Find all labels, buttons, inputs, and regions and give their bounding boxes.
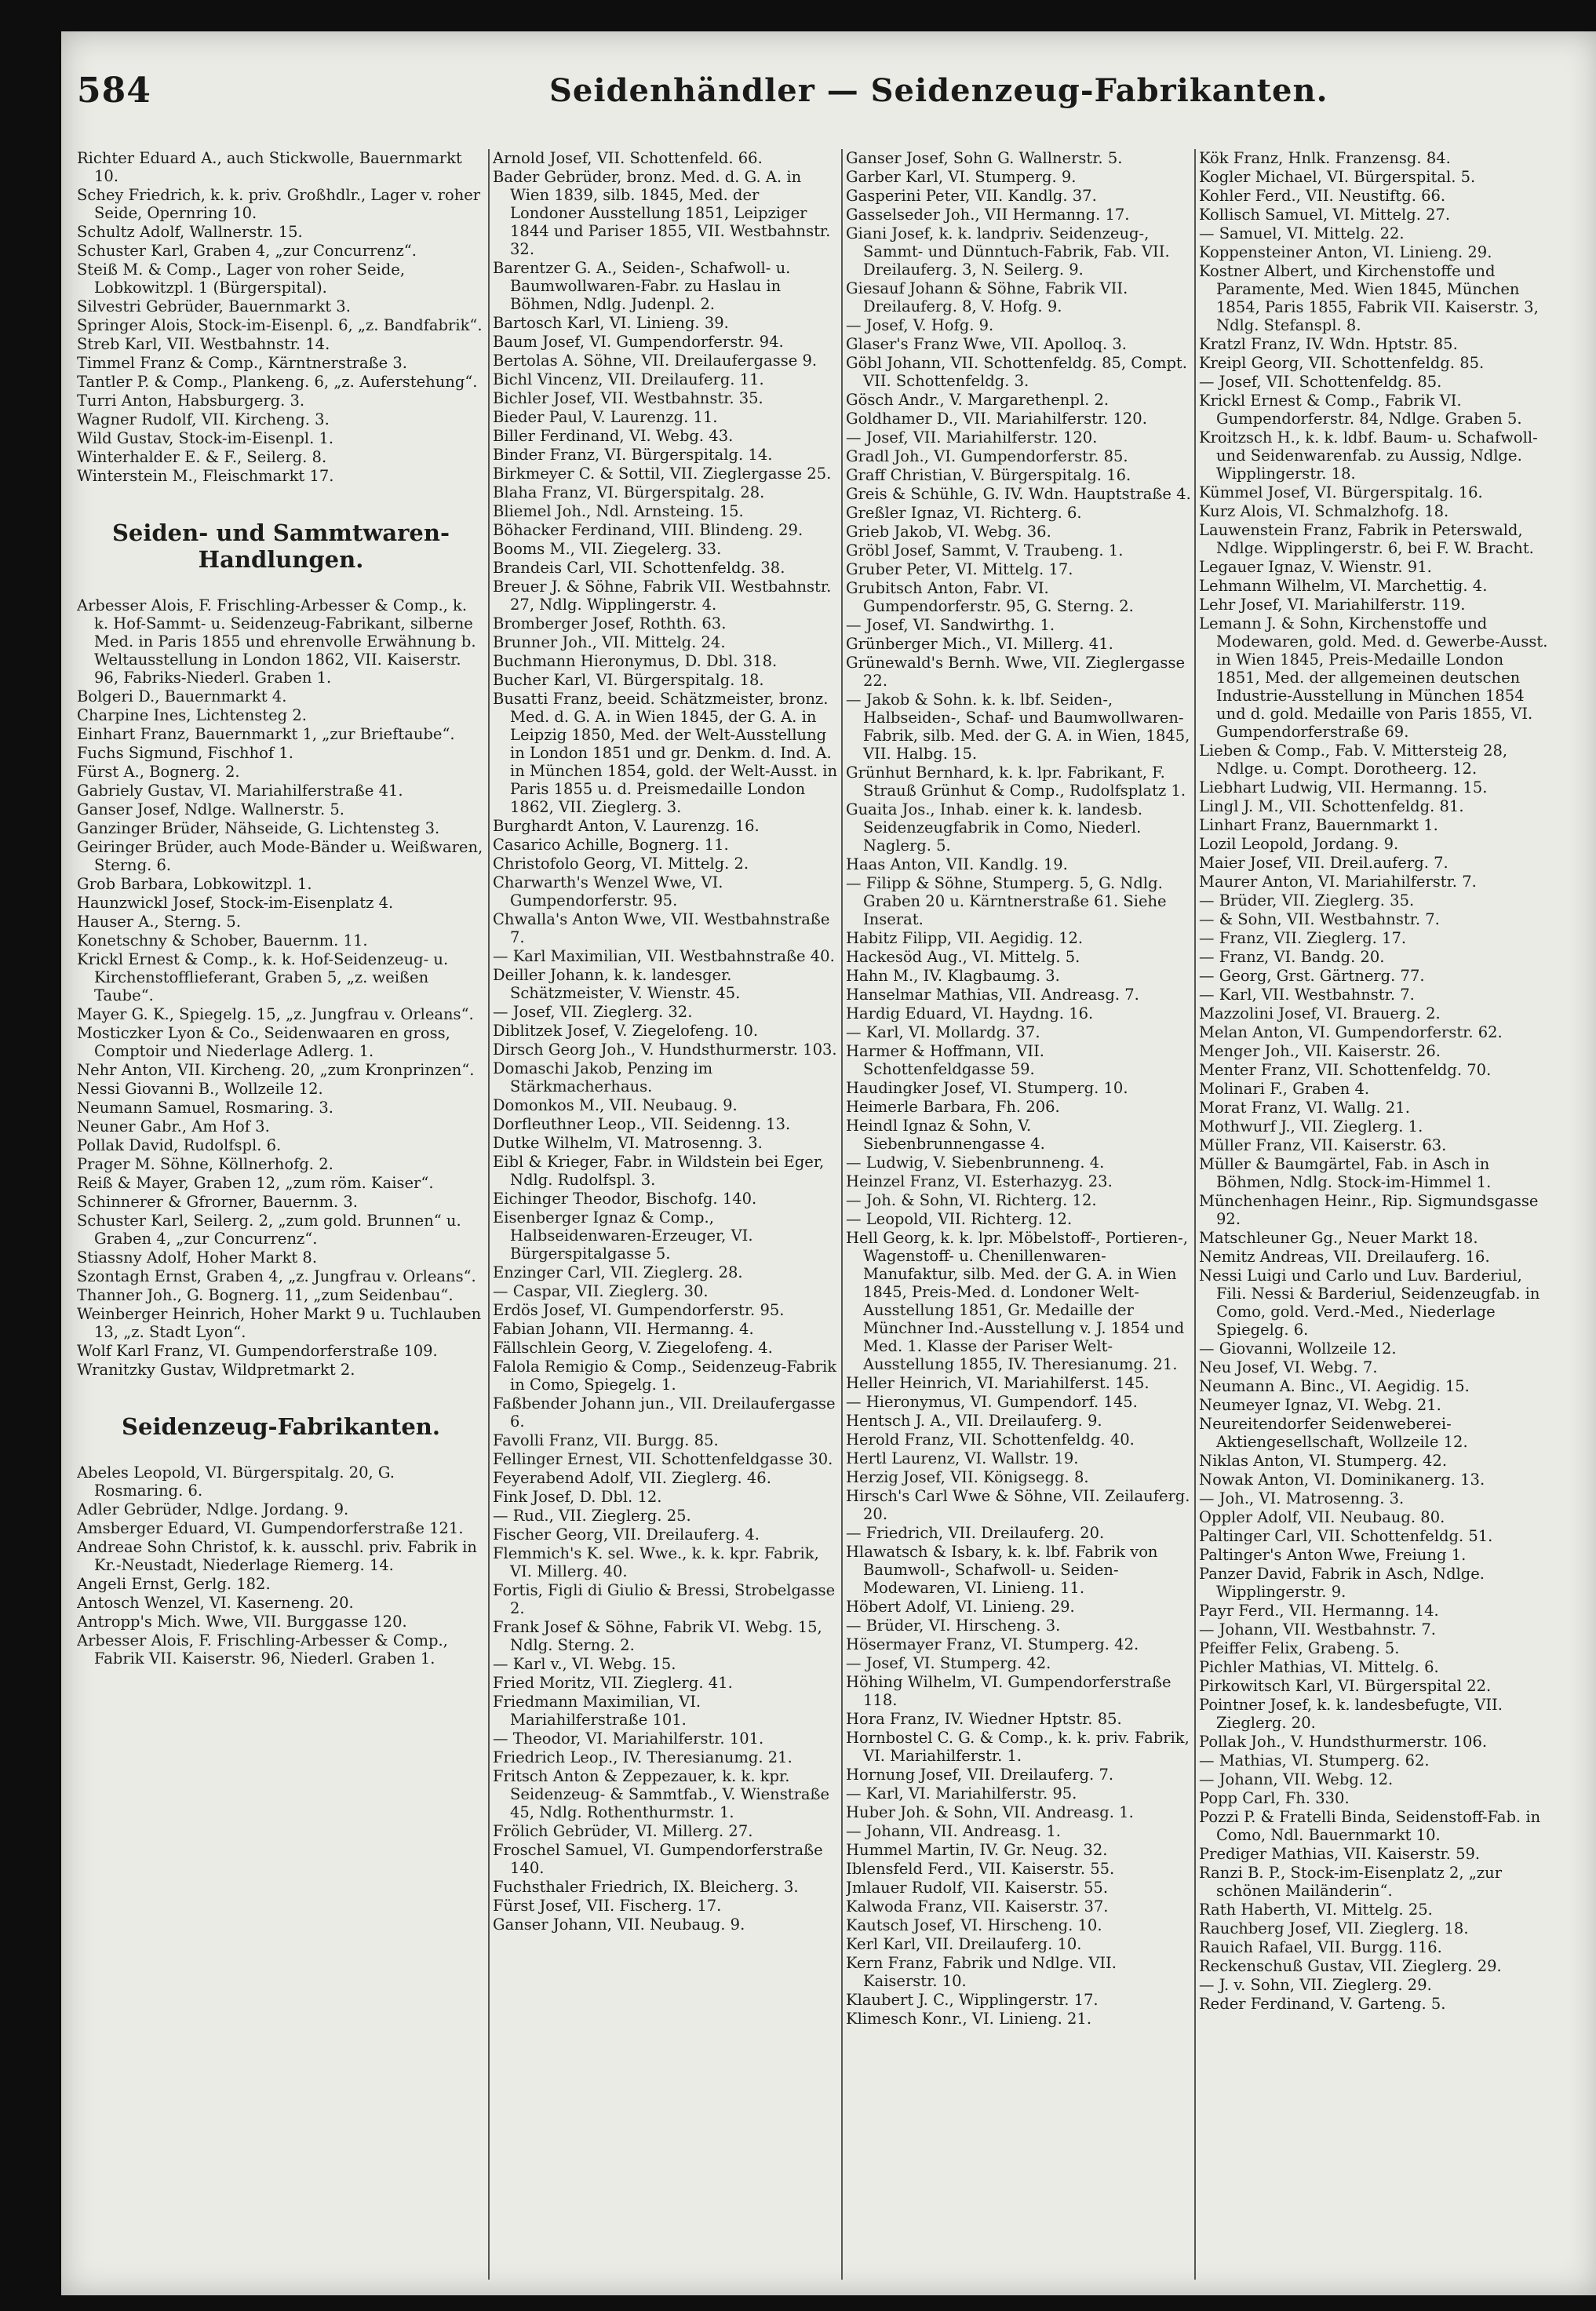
directory-entry: Harmer & Hoffmann, VII. Schottenfeldgasse 59. [846, 1042, 1044, 1078]
directory-entry: Gasselseder Joh., VII Hermanng. 17. [846, 206, 1130, 224]
directory-entry: Schuster Karl, Graben 4, „zur Concurrenz“. [77, 242, 417, 260]
directory-entry: Hanselmar Mathias, VII. Andreasg. 7. [846, 986, 1139, 1004]
directory-entry: Deiller Johann, k. k. landesger. Schätzmeister, V. Wienstr. 45. [493, 966, 741, 1002]
directory-entry: Graff Christian, V. Bürgerspitalg. 16. [846, 466, 1131, 484]
directory-entry: Andreae Sohn Christof, k. k. ausschl. priv. Fabrik in Kr.-Neustadt, Niederlage Riemerg. 14. [77, 1538, 477, 1574]
directory-entry: Höbert Adolf, VI. Linieng. 29. [846, 1598, 1075, 1616]
directory-entry: Konetschny & Schober, Bauernm. 11. [77, 931, 368, 950]
directory-entry: Fellinger Ernest, VII. Schottenfeldgasse 30. [493, 1450, 833, 1468]
directory-entry: Fabian Johann, VII. Hermanng. 4. [493, 1320, 754, 1338]
directory-entry: Heindl Ignaz & Sohn, V. Siebenbrunnengasse 4. [846, 1117, 1045, 1153]
directory-entry: Giesauf Johann & Söhne, Fabrik VII. Dreilauferg. 8, V. Hofg. 9. [846, 279, 1128, 315]
directory-entry: Krickl Ernest & Comp., Fabrik VI. Gumpendorferstr. 84, Ndlge. Graben 5. [1199, 392, 1522, 428]
directory-entry: Mothwurf J., VII. Zieglerg. 1. [1199, 1117, 1423, 1135]
directory-entry: Booms M., VII. Ziegelerg. 33. [493, 540, 722, 558]
directory-entry: Pointner Josef, k. k. landesbefugte, VII. Zieglerg. 20. [1199, 1696, 1503, 1732]
directory-entry: Grünewald's Bernh. Wwe, VII. Zieglergasse 22. [846, 654, 1185, 690]
column-2 [493, 149, 838, 2280]
directory-entry: Prediger Mathias, VII. Kaiserstr. 59. [1199, 1845, 1481, 1863]
directory-entry: Bliemel Joh., Ndl. Arnsteing. 15. [493, 502, 744, 520]
directory-entry: Streb Karl, VII. Westbahnstr. 14. [77, 335, 330, 353]
directory-entry: Hlawatsch & Isbary, k. k. lbf. Fabrik von Baumwoll-, Schafwoll- u. Seiden-Modewaren, VI. Linieng. 11. [846, 1543, 1158, 1597]
directory-entry: Einhart Franz, Bauernmarkt 1, „zur Brieftaube“. [77, 725, 455, 743]
directory-entry: Ganser Johann, VII. Neubaug. 9. [493, 1916, 745, 1934]
page-number: 584 [77, 71, 151, 111]
directory-entry: Oppler Adolf, VII. Neubaug. 80. [1199, 1508, 1445, 1526]
directory-entry: Nessi Giovanni B., Wollzeile 12. [77, 1080, 323, 1098]
directory-entry: Kök Franz, Hnlk. Franzensg. 84. [1199, 149, 1451, 167]
directory-entry: — J. v. Sohn, VII. Zieglerg. 29. [1199, 1976, 1432, 1994]
directory-entry: Greis & Schühle, G. IV. Wdn. Hauptstraße 4. [846, 485, 1191, 503]
directory-entry: Favolli Franz, VII. Burgg. 85. [493, 1431, 719, 1449]
directory-entry: Maurer Anton, VI. Mariahilferstr. 7. [1199, 873, 1477, 891]
directory-entry: — Giovanni, Wollzeile 12. [1199, 1340, 1397, 1358]
directory-entry: Schinnerer & Gfrorner, Bauernm. 3. [77, 1193, 358, 1211]
directory-entry: Göbl Johann, VII. Schottenfeldg. 85, Compt. VII. Schottenfeldg. 3. [846, 354, 1187, 390]
directory-entry: Fischer Georg, VII. Dreilauferg. 4. [493, 1525, 760, 1544]
directory-entry: — Leopold, VII. Richterg. 12. [846, 1210, 1073, 1228]
directory-entry: Lozil Leopold, Jordang. 9. [1199, 835, 1399, 853]
directory-entry: Antosch Wenzel, VI. Kaserneng. 20. [77, 1594, 354, 1612]
directory-entry: Weinberger Heinrich, Hoher Markt 9 u. Tuchlauben 13, „z. Stadt Lyon“. [77, 1305, 482, 1341]
directory-entry: Münchenhagen Heinr., Rip. Sigmundsgasse 92. [1199, 1192, 1539, 1228]
directory-entry: Prager M. Söhne, Köllnerhofg. 2. [77, 1155, 333, 1173]
column-divider [1194, 149, 1196, 2280]
directory-entry: Brandeis Carl, VII. Schottenfeldg. 38. [493, 559, 785, 577]
directory-entry: Hell Georg, k. k. lpr. Möbelstoff-, Portieren-, Wagenstoff- u. Chenillenwaren-Manufaktur, silb. Med. der G. A. in Wien 1845, Preis-Med. d. Londoner Welt-Ausstellung 1851, Gr. Medaille der Münchner Ind.-Ausstellung v. J. 1854 und Med. 1. Klasse der Pariser Welt-Ausstellung 1855, IV. Theresianumg. 21. [846, 1229, 1188, 1373]
directory-entry: Burghardt Anton, V. Laurenzg. 16. [493, 817, 760, 835]
directory-entry: Casarico Achille, Bognerg. 11. [493, 836, 729, 854]
directory-entry: Herold Franz, VII. Schottenfeldg. 40. [846, 1431, 1135, 1449]
directory-entry: Bichl Vincenz, VII. Dreilauferg. 11. [493, 370, 764, 388]
directory-entry: Blaha Franz, VI. Bürgerspitalg. 28. [493, 483, 765, 501]
directory-entry: — Rud., VII. Zieglerg. 25. [493, 1507, 691, 1525]
directory-entry: Pozzi P. & Fratelli Binda, Seidenstoff-Fab. in Como, Ndl. Bauernmarkt 10. [1199, 1808, 1541, 1844]
directory-entry: Diblitzek Josef, V. Ziegelofeng. 10. [493, 1022, 759, 1040]
directory-entry: Ranzi B. P., Stock-im-Eisenplatz 2, „zur schönen Mailänderin“. [1199, 1864, 1503, 1900]
directory-entry: Liebhart Ludwig, VII. Hermanng. 15. [1199, 778, 1488, 796]
directory-entry: Kohler Ferd., VII. Neustiftg. 66. [1199, 187, 1446, 205]
directory-entry: Kogler Michael, VI. Bürgerspital. 5. [1199, 168, 1476, 186]
directory-entry: Lieben & Comp., Fab. V. Mittersteig 28, Ndlge. u. Compt. Dorotheerg. 12. [1199, 742, 1508, 778]
directory-entry: Kalwoda Franz, VII. Kaiserstr. 37. [846, 1897, 1109, 1916]
directory-entry: — Josef, VI. Stumperg. 42. [846, 1654, 1051, 1672]
directory-entry: Guaita Jos., Inhab. einer k. k. landesb. Seidenzeugfabrik in Como, Niederl. Naglerg. 5. [846, 800, 1143, 855]
directory-entry: Angeli Ernst, Gerlg. 182. [77, 1575, 271, 1593]
directory-entry: — Joh. & Sohn, VI. Richterg. 12. [846, 1191, 1097, 1209]
directory-entry: Eichinger Theodor, Bischofg. 140. [493, 1190, 757, 1208]
directory-entry: Heimerle Barbara, Fh. 206. [846, 1098, 1060, 1116]
directory-entry: Antropp's Mich. Wwe, VII. Burggasse 120. [77, 1613, 407, 1631]
directory-entry: Heller Heinrich, VI. Mariahilferst. 145. [846, 1374, 1150, 1392]
directory-entry: Domaschi Jakob, Penzing im Stärkmacherhaus. [493, 1059, 713, 1095]
directory-entry: Kollisch Samuel, VI. Mittelg. 27. [1199, 206, 1451, 224]
directory-entry: Ganser Josef, Ndlge. Wallnerstr. 5. [77, 800, 344, 818]
directory-entry: Hornbostel C. G. & Comp., k. k. priv. Fabrik, VI. Mariahilferstr. 1. [846, 1729, 1190, 1765]
directory-entry: Lehmann Wilhelm, VI. Marchettig. 4. [1199, 577, 1488, 595]
directory-entry: Hauser A., Sterng. 5. [77, 913, 242, 931]
directory-entry: Grünhut Bernhard, k. k. lpr. Fabrikant, F. Strauß Grünhut & Comp., Rudolfsplatz 1. [846, 764, 1186, 800]
directory-entry: Mosticzker Lyon & Co., Seidenwaaren en gross, Comptoir und Niederlage Adlerg. 1. [77, 1024, 450, 1060]
directory-entry: Falola Remigio & Comp., Seidenzeug-Fabrik in Como, Spiegelg. 1. [493, 1358, 837, 1394]
directory-entry: — Karl, VI. Mariahilferstr. 95. [846, 1784, 1077, 1803]
directory-entry: Buchmann Hieronymus, D. Dbl. 318. [493, 652, 778, 670]
directory-entry: Molinari F., Graben 4. [1199, 1080, 1370, 1098]
directory-entry: — Samuel, VI. Mittelg. 22. [1199, 224, 1405, 242]
directory-entry: Charpine Ines, Lichtensteg 2. [77, 706, 307, 724]
directory-entry: Reckenschuß Gustav, VII. Zieglerg. 29. [1199, 1957, 1502, 1975]
directory-entry: Herzig Josef, VII. Königsegg. 8. [846, 1468, 1089, 1486]
directory-entry: Haudingker Josef, VI. Stumperg. 10. [846, 1079, 1128, 1097]
directory-entry: Paltinger Carl, VII. Schottenfeldg. 51. [1199, 1527, 1493, 1545]
directory-entry: Busatti Franz, beeid. Schätzmeister, bronz. Med. d. G. A. in Wien 1845, der G. A. in Leipzig 1850, Med. der Welt-Ausstellung in London 1851 und gr. Denkm. d. Ind. A. in München 1854, gold. der Welt-Ausst. in Paris 1855 u. d. Preismedaille London 1862, VII. Zieglerg. 3. [493, 690, 838, 816]
directory-entry: Nehr Anton, VII. Kircheng. 20, „zum Kronprinzen“. [77, 1061, 475, 1079]
directory-entry: Payr Ferd., VII. Hermanng. 14. [1199, 1602, 1439, 1620]
directory-entry: Nessi Luigi und Carlo und Luv. Barderiul, Fili. Nessi & Barderiul, Seidenzeugfab. in Como, gold. Verd.-Med., Niederlage Spiegelg. 6. [1199, 1267, 1540, 1339]
directory-entry: Erdös Josef, VI. Gumpendorferstr. 95. [493, 1301, 785, 1319]
column-divider [841, 149, 843, 2280]
directory-entry: Kautsch Josef, VI. Hirscheng. 10. [846, 1916, 1102, 1934]
directory-entry: — Josef, VII. Zieglerg. 32. [493, 1003, 693, 1021]
directory-entry: Fritsch Anton & Zeppezauer, k. k. kpr. Seidenzeug- & Sammtfab., V. Wienstraße 45, Ndlg. Rothenthurmstr. 1. [493, 1767, 830, 1821]
directory-entry: Hornung Josef, VII. Dreilauferg. 7. [846, 1766, 1114, 1784]
directory-entry: Krickl Ernest & Comp., k. k. Hof-Seidenzeug- u. Kirchenstofflieferant, Graben 5, „z. weißen Taube“. [77, 950, 449, 1004]
directory-entry: — Hieronymus, VI. Gumpendorf. 145. [846, 1393, 1138, 1411]
directory-entry: Grubitsch Anton, Fabr. VI. Gumpendorferstr. 95, G. Sterng. 2. [846, 579, 1134, 615]
directory-entry: Hentsch J. A., VII. Dreilauferg. 9. [846, 1412, 1102, 1430]
directory-entry: Thanner Joh., G. Bognerg. 11, „zum Seidenbau“. [77, 1286, 454, 1304]
directory-entry: Melan Anton, VI. Gumpendorferstr. 62. [1199, 1023, 1503, 1041]
directory-entry: Grieb Jakob, VI. Webg. 36. [846, 523, 1051, 541]
directory-entry: — Mathias, VI. Stumperg. 62. [1199, 1751, 1430, 1770]
directory-entry: — Franz, VII. Zieglerg. 17. [1199, 929, 1407, 947]
directory-entry: Bader Gebrüder, bronz. Med. d. G. A. in Wien 1839, silb. 1845, Med. der Londoner Ausstellung 1851, Leipziger 1844 und Pariser 1855, VII. Westbahnstr. 32. [493, 168, 831, 258]
directory-entry: Abeles Leopold, VI. Bürgerspitalg. 20, G. Rosmaring. 6. [77, 1464, 395, 1500]
directory-entry: Geiringer Brüder, auch Mode-Bänder u. Weißwaren, Sterng. 6. [77, 838, 483, 874]
directory-entry: Hardig Eduard, VI. Haydng. 16. [846, 1004, 1094, 1022]
page-title: Seidenhändler — Seidenzeug-Fabrikanten. [549, 72, 1328, 109]
directory-entry: Enzinger Carl, VII. Zieglerg. 28. [493, 1263, 743, 1281]
directory-entry: Habitz Filipp, VII. Aegidig. 12. [846, 929, 1084, 947]
directory-entry: Pirkowitsch Karl, VI. Bürgerspital 22. [1199, 1677, 1492, 1695]
directory-entry: Szontagh Ernst, Graben 4, „z. Jungfrau v. Orleans“. [77, 1267, 476, 1285]
directory-entry: — Josef, V. Hofg. 9. [846, 316, 994, 334]
directory-entry: Adler Gebrüder, Ndlge. Jordang. 9. [77, 1500, 349, 1518]
directory-entry: Baum Josef, VI. Gumpendorferstr. 94. [493, 333, 784, 351]
directory-entry: Menter Franz, VII. Schottenfeldg. 70. [1199, 1061, 1492, 1079]
column-4 [1199, 149, 1552, 2280]
directory-entry: Huber Joh. & Sohn, VII. Andreasg. 1. [846, 1803, 1134, 1821]
directory-entry: Winterstein M., Fleischmarkt 17. [77, 467, 334, 485]
directory-entry: Gabriely Gustav, VI. Mariahilferstraße 41. [77, 782, 403, 800]
directory-entry: Fürst A., Bognerg. 2. [77, 763, 240, 781]
directory-entry: Grob Barbara, Lobkowitzpl. 1. [77, 875, 312, 893]
directory-entry: Panzer David, Fabrik in Asch, Ndlge. Wipplingerstr. 9. [1199, 1565, 1485, 1601]
directory-entry: Fuchsthaler Friedrich, IX. Bleicherg. 3. [493, 1878, 799, 1896]
directory-entry: Flemmich's K. sel. Wwe., k. k. kpr. Fabrik, VI. Millerg. 40. [493, 1544, 819, 1580]
directory-entry: Jmlauer Rudolf, VII. Kaiserstr. 55. [846, 1879, 1109, 1897]
directory-entry: Niklas Anton, VI. Stumperg. 42. [1199, 1452, 1448, 1470]
directory-entry: Matschleuner Gg., Neuer Markt 18. [1199, 1229, 1478, 1247]
directory-entry: Arbesser Alois, F. Frischling-Arbesser & Comp., Fabrik VII. Kaiserstr. 96, Niederl. Graben 1. [77, 1631, 448, 1668]
directory-entry: Gasperini Peter, VII. Kandlg. 37. [846, 187, 1097, 205]
directory-entry: Eibl & Krieger, Fabr. in Wildstein bei Eger, Ndlg. Rudolfspl. 3. [493, 1153, 825, 1189]
directory-entry: Reder Ferdinand, V. Garteng. 5. [1199, 1995, 1446, 2013]
directory-entry: Garber Karl, VI. Stumperg. 9. [846, 168, 1077, 186]
directory-entry: Frölich Gebrüder, VI. Millerg. 27. [493, 1822, 753, 1840]
directory-entry: Fuchs Sigmund, Fischhof 1. [77, 744, 293, 762]
directory-entry: Charwarth's Wenzel Wwe, VI. Gumpendorferstr. 95. [493, 873, 723, 909]
directory-entry: Neu Josef, VI. Webg. 7. [1199, 1358, 1378, 1376]
directory-entry: Kurz Alois, VI. Schmalzhofg. 18. [1199, 502, 1449, 520]
directory-entry: Fink Josef, D. Dbl. 12. [493, 1488, 662, 1506]
directory-entry: Haunzwickl Josef, Stock-im-Eisenplatz 4. [77, 894, 394, 912]
directory-entry: Hora Franz, IV. Wiedner Hptstr. 85. [846, 1710, 1122, 1728]
directory-entry: Klaubert J. C., Wipplingerstr. 17. [846, 1991, 1099, 2009]
directory-entry: Pichler Mathias, VI. Mittelg. 6. [1199, 1658, 1439, 1676]
directory-entry: Kreipl Georg, VII. Schottenfeldg. 85. [1199, 354, 1485, 372]
directory-entry: Kümmel Josef, VI. Bürgerspitalg. 16. [1199, 483, 1483, 501]
directory-entry: Kostner Albert, und Kirchenstoffe und Paramente, Med. Wien 1845, München 1854, Paris 1855, Fabrik VII. Kaiserstr. 3, Ndlg. Stefanspl. 8. [1199, 262, 1539, 334]
directory-entry: Kerl Karl, VII. Dreilauferg. 10. [846, 1935, 1082, 1953]
directory-entry: — & Sohn, VII. Westbahnstr. 7. [1199, 910, 1440, 928]
directory-entry: Grünberger Mich., VI. Millerg. 41. [846, 635, 1113, 653]
directory-entry: Pollak David, Rudolfspl. 6. [77, 1136, 282, 1154]
directory-entry: Amsberger Eduard, VI. Gumpendorferstraße 121. [77, 1519, 464, 1537]
directory-entry: Brunner Joh., VII. Mittelg. 24. [493, 633, 726, 651]
directory-entry: Goldhamer D., VII. Mariahilferstr. 120. [846, 410, 1147, 428]
directory-entry: Hummel Martin, IV. Gr. Neug. 32. [846, 1841, 1108, 1859]
directory-entry: Mayer G. K., Spiegelg. 15, „z. Jungfrau v. Orleans“. [77, 1005, 474, 1023]
directory-entry: Steiß M. & Comp., Lager von roher Seide, Lobkowitzpl. 1 (Bürgerspital). [77, 261, 406, 297]
directory-entry: — Brüder, VII. Zieglerg. 35. [1199, 891, 1415, 909]
directory-entry: Hösermayer Franz, VI. Stumperg. 42. [846, 1635, 1139, 1653]
directory-entry: Arbesser Alois, F. Frischling-Arbesser & Comp., k. k. Hof-Sammt- u. Seidenzeug-Fabrikant, silberne Med. in Paris 1855 und ehrenvolle Erwähnung b. Weltausstellung in London 1862, VII. Kaiserstr. 96, Fabriks-Niederl. Graben 1. [77, 596, 476, 687]
directory-entry: Friedrich Leop., IV. Theresianumg. 21. [493, 1748, 793, 1766]
directory-entry: — Karl v., VI. Webg. 15. [493, 1655, 676, 1673]
directory-entry: Gruber Peter, VI. Mittelg. 17. [846, 560, 1073, 578]
directory-entry: Domonkos M., VII. Neubaug. 9. [493, 1096, 738, 1114]
directory-entry: Faßbender Johann jun., VII. Dreilaufergasse 6. [493, 1394, 836, 1431]
directory-entry: — Caspar, VII. Zieglerg. 30. [493, 1282, 709, 1300]
directory-entry: — Josef, VII. Schottenfeldg. 85. [1199, 373, 1442, 391]
directory-entry: — Brüder, VI. Hirscheng. 3. [846, 1617, 1061, 1635]
directory-entry: Neumeyer Ignaz, VI. Webg. 21. [1199, 1396, 1441, 1414]
directory-entry: Chwalla's Anton Wwe, VII. Westbahnstraße 7. [493, 910, 830, 946]
directory-entry: Hahn M., IV. Klagbaumg. 3. [846, 967, 1060, 985]
directory-entry: Müller Franz, VII. Kaiserstr. 63. [1199, 1136, 1447, 1154]
directory-entry: Richter Eduard A., auch Stickwolle, Bauernmarkt 10. [77, 149, 462, 185]
directory-entry: Christofolo Georg, VI. Mittelg. 2. [493, 855, 749, 873]
directory-entry: Maier Josef, VII. Dreil.auferg. 7. [1199, 854, 1448, 872]
directory-entry: Morat Franz, VI. Wallg. 21. [1199, 1099, 1410, 1117]
directory-entry: Birkmeyer C. & Sottil, VII. Zieglergasse 25. [493, 465, 832, 483]
directory-entry: — Karl, VI. Mollardg. 37. [846, 1023, 1040, 1041]
directory-entry: Koppensteiner Anton, VI. Linieng. 29. [1199, 243, 1492, 261]
directory-entry: — Karl, VII. Westbahnstr. 7. [1199, 986, 1415, 1004]
directory-entry: — Friedrich, VII. Dreilauferg. 20. [846, 1524, 1105, 1542]
directory-entry: Nemitz Andreas, VII. Dreilauferg. 16. [1199, 1248, 1490, 1266]
directory-entry: Fortis, Figli di Giulio & Bressi, Strobelgasse 2. [493, 1581, 836, 1617]
directory-entry: Fürst Josef, VII. Fischerg. 17. [493, 1897, 722, 1915]
directory-entry: — Karl Maximilian, VII. Westbahnstraße 40. [493, 947, 835, 965]
directory-entry: Neumann A. Binc., VI. Aegidig. 15. [1199, 1377, 1470, 1395]
directory-entry: Neumann Samuel, Rosmaring. 3. [77, 1099, 333, 1117]
directory-entry: — Filipp & Söhne, Stumperg. 5, G. Ndlg. Graben 20 u. Kärntnerstraße 61. Siehe Inserat. [846, 874, 1167, 928]
directory-entry: Klimesch Konr., VI. Linieng. 21. [846, 2010, 1092, 2028]
directory-entry: Bromberger Josef, Rothth. 63. [493, 614, 727, 632]
directory-entry: Glaser's Franz Wwe, VII. Apolloq. 3. [846, 335, 1127, 353]
directory-entry: Eisenberger Ignaz & Comp., Halbseidenwaren-Erzeuger, VI. Bürgerspitalgasse 5. [493, 1208, 753, 1263]
directory-entry: Pfeiffer Felix, Grabeng. 5. [1199, 1639, 1400, 1657]
directory-entry: Biller Ferdinand, VI. Webg. 43. [493, 427, 734, 445]
directory-entry: Arnold Josef, VII. Schottenfeld. 66. [493, 149, 763, 167]
directory-entry: Lauwenstein Franz, Fabrik in Peterswald, Ndlge. Wipplingerstr. 6, bei F. W. Bracht. [1199, 521, 1534, 557]
directory-entry: Haas Anton, VII. Kandlg. 19. [846, 855, 1068, 873]
directory-entry: Kratzl Franz, IV. Wdn. Hptstr. 85. [1199, 335, 1458, 353]
directory-entry: Bertolas A. Söhne, VII. Dreilaufergasse 9. [493, 352, 818, 370]
directory-entry: — Josef, VII. Mariahilferstr. 120. [846, 428, 1098, 447]
directory-entry: Schey Friedrich, k. k. priv. Großhdlr., Lager v. roher Seide, Opernring 10. [77, 186, 481, 222]
directory-entry: Nowak Anton, VI. Dominikanerg. 13. [1199, 1471, 1485, 1489]
section-heading: Seidenzeug-Fabrikanten. [122, 1413, 440, 1440]
directory-entry: Schultz Adolf, Wallnerstr. 15. [77, 223, 303, 241]
directory-entry: — Joh., VI. Matrosenng. 3. [1199, 1489, 1405, 1507]
directory-entry: — Johann, VII. Westbahnstr. 7. [1199, 1620, 1436, 1638]
directory-entry: Höhing Wilhelm, VI. Gumpendorferstraße 118. [846, 1673, 1171, 1709]
directory-entry: Neuner Gabr., Am Hof 3. [77, 1117, 270, 1135]
directory-entry: Greßler Ignaz, VI. Richterg. 6. [846, 504, 1082, 522]
directory-entry: Ganzinger Brüder, Nähseide, G. Lichtensteg 3. [77, 819, 440, 837]
directory-entry: — Georg, Grst. Gärtnerg. 77. [1199, 967, 1425, 985]
directory-entry: Heinzel Franz, VI. Esterhazyg. 23. [846, 1172, 1113, 1190]
directory-entry: Barentzer G. A., Seiden-, Schafwoll- u. Baumwollwaren-Fabr. zu Haslau in Böhmen, Ndlg. Judenpl. 2. [493, 259, 791, 313]
directory-entry: Rauchberg Josef, VII. Zieglerg. 18. [1199, 1919, 1469, 1937]
directory-entry: Bucher Karl, VI. Bürgerspitalg. 18. [493, 671, 764, 689]
directory-entry: Müller & Baumgärtel, Fab. in Asch in Böhmen, Ndlg. Stock-im-Himmel 1. [1199, 1155, 1492, 1191]
directory-entry: Gösch Andr., V. Margarethenpl. 2. [846, 391, 1110, 409]
directory-entry: Gradl Joh., VI. Gumpendorferstr. 85. [846, 447, 1128, 465]
directory-entry: — Franz, VI. Bandg. 20. [1199, 948, 1385, 966]
directory-entry: Binder Franz, VI. Bürgerspitalg. 14. [493, 446, 773, 464]
directory-entry: Rath Haberth, VI. Mittelg. 25. [1199, 1901, 1433, 1919]
directory-entry: Hertl Laurenz, VI. Wallstr. 19. [846, 1449, 1079, 1467]
directory-entry: Mazzolini Josef, VI. Brauerg. 2. [1199, 1004, 1441, 1022]
directory-entry: Springer Alois, Stock-im-Eisenpl. 6, „z. Bandfabrik“. [77, 316, 483, 334]
directory-entry: Lemann J. & Sohn, Kirchenstoffe und Modewaren, gold. Med. d. Gewerbe-Ausst. in Wien 1845, Preis-Medaille London 1851, Med. der allgemeinen deutschen Industrie-Ausstellung in München 1854 und d. gold. Medaille von Paris 1855, VI. Gumpendorferstraße 69. [1199, 614, 1548, 741]
directory-entry: Kroitzsch H., k. k. ldbf. Baum- u. Schafwoll- und Seidenwarenfab. zu Aussig, Ndlge. Wipplingerstr. 18. [1199, 428, 1538, 483]
directory-entry: Reiß & Mayer, Graben 12, „zum röm. Kaiser“. [77, 1174, 434, 1192]
directory-entry: Silvestri Gebrüder, Bauernmarkt 3. [77, 297, 351, 315]
directory-entry: Turri Anton, Habsburgerg. 3. [77, 392, 305, 410]
directory-entry: Paltinger's Anton Wwe, Freiung 1. [1199, 1546, 1467, 1564]
directory-entry: Stiassny Adolf, Hoher Markt 8. [77, 1248, 318, 1267]
directory-entry: Neureitendorfer Seidenweberei-Aktiengesellschaft, Wollzeile 12. [1199, 1415, 1468, 1451]
directory-entry: Schuster Karl, Seilerg. 2, „zum gold. Brunnen“ u. Graben 4, „zur Concurrenz“. [77, 1212, 461, 1248]
column-3 [846, 149, 1191, 2280]
directory-entry: Wranitzky Gustav, Wildpretmarkt 2. [77, 1361, 355, 1379]
directory-entry: — Ludwig, V. Siebenbrunneng. 4. [846, 1154, 1105, 1172]
directory-entry: — Johann, VII. Webg. 12. [1199, 1770, 1394, 1788]
directory-entry: Wolf Karl Franz, VI. Gumpendorferstraße 109. [77, 1342, 438, 1360]
directory-entry: Feyerabend Adolf, VII. Zieglerg. 46. [493, 1469, 771, 1487]
directory-entry: Frank Josef & Söhne, Fabrik VI. Webg. 15, Ndlg. Sterng. 2. [493, 1618, 822, 1654]
directory-entry: — Jakob & Sohn. k. k. lbf. Seiden-, Halbseiden-, Schaf- und Baumwollwaren-Fabrik, silb. Med. der G. A. in Wien, 1845, VII. Halbg. 15. [846, 691, 1190, 763]
directory-entry: Timmel Franz & Comp., Kärntnerstraße 3. [77, 354, 407, 372]
directory-entry: Lehr Josef, VI. Mariahilferstr. 119. [1199, 596, 1466, 614]
directory-entry: Iblensfeld Ferd., VII. Kaiserstr. 55. [846, 1860, 1115, 1878]
directory-entry: Giani Josef, k. k. landpriv. Seidenzeug-, Sammt- und Dünntuch-Fabrik, Fab. VII. Dreilauferg. 3, N. Seilerg. 9. [846, 224, 1170, 279]
directory-entry: Legauer Ignaz, V. Wienstr. 91. [1199, 558, 1432, 576]
directory-entry: Wagner Rudolf, VII. Kircheng. 3. [77, 410, 330, 428]
directory-entry: Kern Franz, Fabrik und Ndlge. VII. Kaiserstr. 10. [846, 1954, 1117, 1990]
directory-entry: Pollak Joh., V. Hundsthurmerstr. 106. [1199, 1733, 1488, 1751]
directory-entry: Winterhalder E. & F., Seilerg. 8. [77, 448, 327, 466]
directory-entry: Breuer J. & Söhne, Fabrik VII. Westbahnstr. 27, Ndlg. Wipplingerstr. 4. [493, 578, 832, 614]
directory-entry: Dorfleuthner Leop., VII. Seidenng. 13. [493, 1115, 791, 1133]
directory-entry: Dutke Wilhelm, VI. Matrosenng. 3. [493, 1134, 763, 1152]
directory-entry: Fried Moritz, VII. Zieglerg. 41. [493, 1674, 733, 1692]
directory-entry: Dirsch Georg Joh., V. Hundsthurmerstr. 103. [493, 1041, 837, 1059]
directory-entry: Froschel Samuel, VI. Gumpendorferstraße 140. [493, 1841, 823, 1877]
section-heading: Seiden- und Sammtwaren-Handlungen. [111, 519, 450, 573]
directory-entry: — Josef, VI. Sandwirthg. 1. [846, 616, 1055, 634]
directory-entry: — Johann, VII. Andreasg. 1. [846, 1822, 1061, 1840]
directory-entry: Bichler Josef, VII. Westbahnstr. 35. [493, 389, 763, 407]
directory-entry: Böhacker Ferdinand, VIII. Blindeng. 29. [493, 521, 803, 539]
directory-entry: Ganser Josef, Sohn G. Wallnerstr. 5. [846, 149, 1123, 167]
directory-entry: Bieder Paul, V. Laurenzg. 11. [493, 408, 718, 426]
directory-entry: Bolgeri D., Bauernmarkt 4. [77, 687, 287, 705]
directory-entry: — Theodor, VI. Mariahilferstr. 101. [493, 1730, 764, 1748]
directory-entry: Menger Joh., VII. Kaiserstr. 26. [1199, 1042, 1441, 1060]
directory-entry: Gröbl Josef, Sammt, V. Traubeng. 1. [846, 541, 1124, 560]
directory-entry: Linhart Franz, Bauernmarkt 1. [1199, 816, 1438, 834]
directory-entry: Tantler P. & Comp., Plankeng. 6, „z. Auferstehung“. [77, 373, 478, 391]
directory-entry: Bartosch Karl, VI. Linieng. 39. [493, 314, 729, 332]
directory-entry: Hackesöd Aug., VI. Mittelg. 5. [846, 948, 1080, 966]
directory-entry: Wild Gustav, Stock-im-Eisenpl. 1. [77, 429, 334, 447]
directory-entry: Hirsch's Carl Wwe & Söhne, VII. Zeilauferg. 20. [846, 1487, 1190, 1523]
directory-entry: Popp Carl, Fh. 330. [1199, 1789, 1350, 1807]
column-divider [488, 149, 490, 2280]
directory-entry: Fällschlein Georg, V. Ziegelofeng. 4. [493, 1339, 773, 1357]
directory-entry: Lingl J. M., VII. Schottenfeldg. 81. [1199, 797, 1464, 815]
directory-entry: Rauich Rafael, VII. Burgg. 116. [1199, 1938, 1442, 1956]
column-1 [77, 149, 485, 2280]
directory-entry: Friedmann Maximilian, VI. Mariahilferstraße 101. [493, 1693, 701, 1729]
